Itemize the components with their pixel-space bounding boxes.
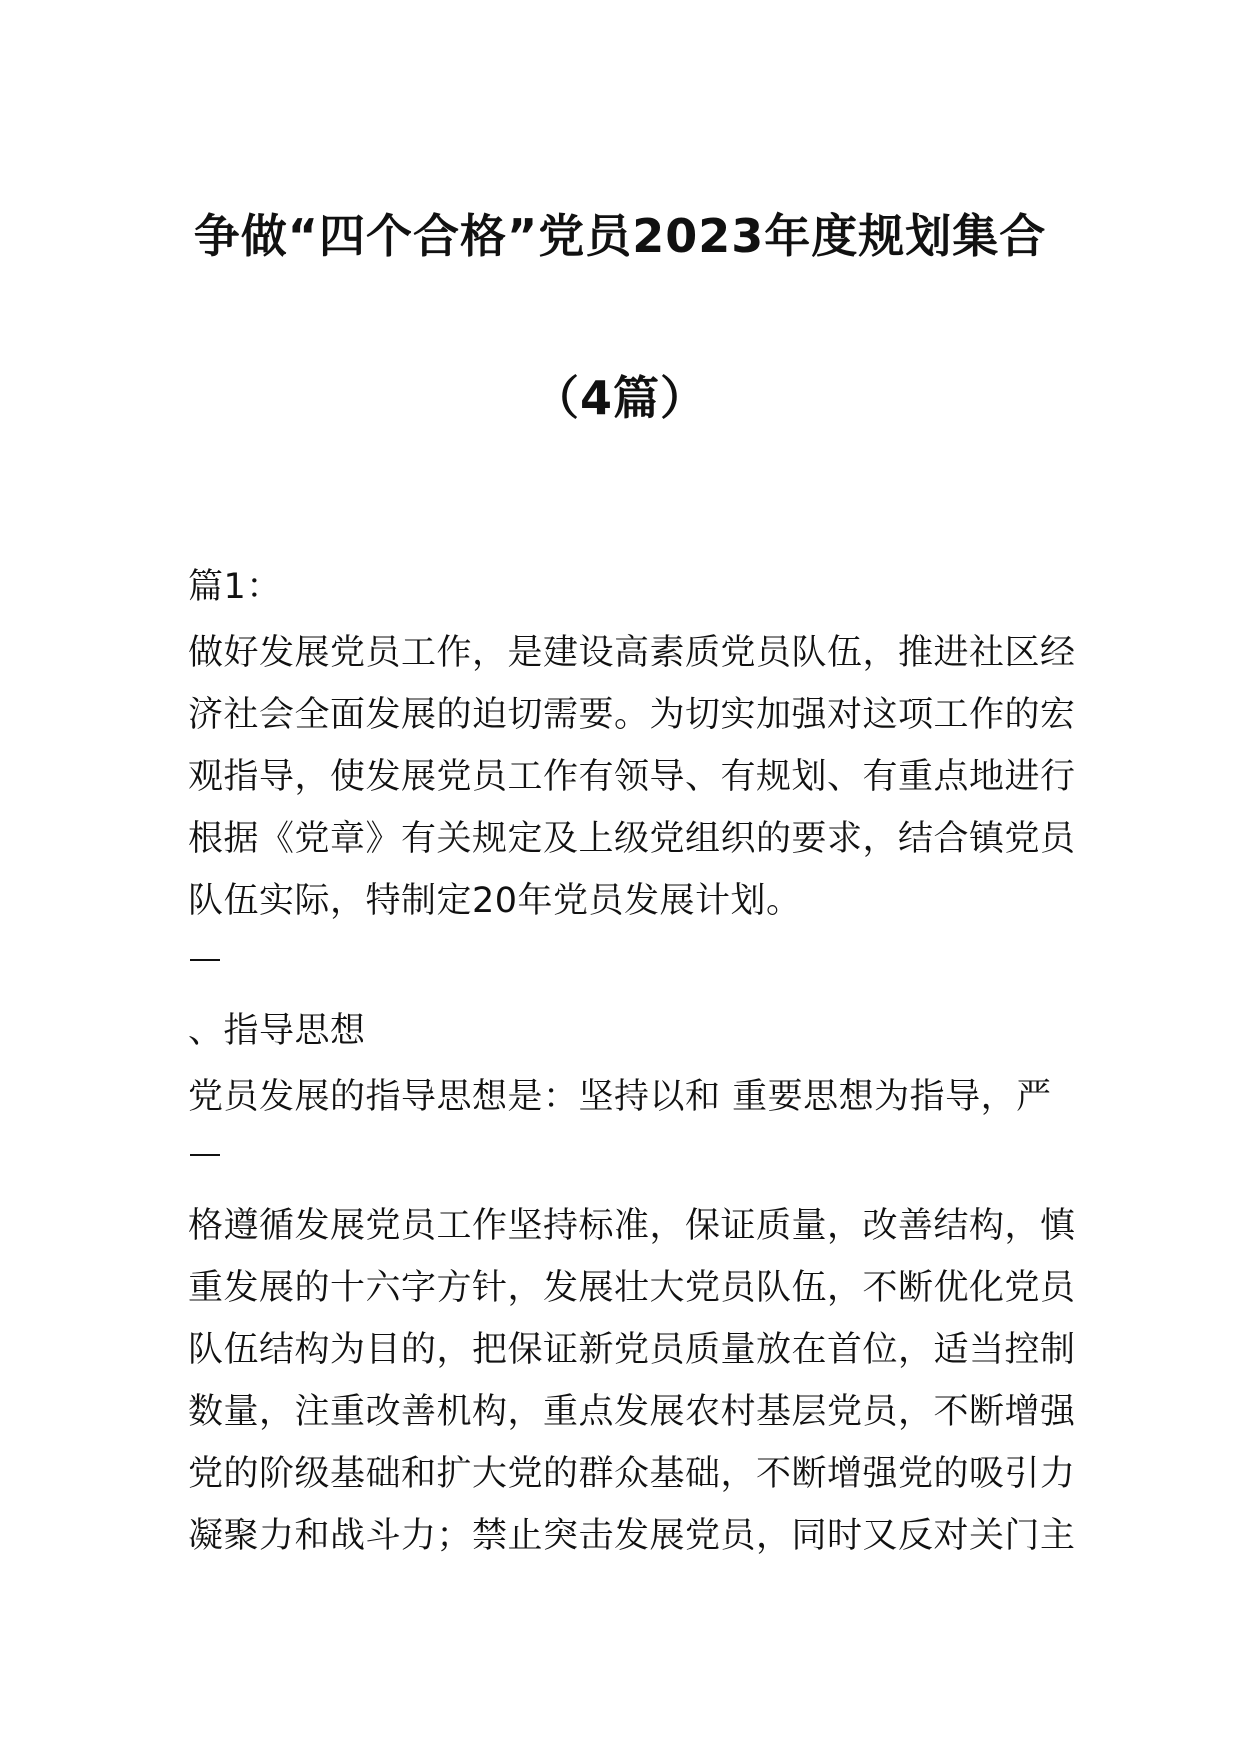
paragraph-line: 队伍实际，特制定20年党员发展计划。 [188, 881, 802, 921]
paragraph-line: 数量，注重改善机构，重点发展农村基层党员，不断增强 [188, 1392, 1076, 1432]
paragraph-line: 做好发展党员工作，是建设高素质党员队伍，推进社区经 [188, 633, 1076, 673]
paragraph-line: 凝聚力和战斗力；禁止突击发展党员，同时又反对关门主 [188, 1516, 1076, 1556]
paragraph-line: 格遵循发展党员工作坚持标准，保证质量，改善结构，慎 [188, 1206, 1076, 1246]
section-heading: 、指导思想 [188, 1011, 366, 1051]
paragraph-line: 党的阶级基础和扩大党的群众基础，不断增强党的吸引力 [188, 1454, 1076, 1494]
paragraph-line: 队伍结构为目的，把保证新党员质量放在首位，适当控制 [188, 1330, 1076, 1370]
section-label: 篇1： [188, 567, 282, 607]
paragraph-line: 观指导，使发展党员工作有领导、有规划、有重点地进行 [188, 757, 1076, 797]
document-subtitle: （4篇） [532, 371, 707, 425]
paragraph-line: 重发展的十六字方针，发展壮大党员队伍，不断优化党员 [188, 1268, 1076, 1308]
dash-divider [190, 1154, 220, 1156]
document-title: 争做“四个合格”党员2023年度规划集合 [193, 209, 1047, 263]
paragraph-line: 根据《党章》有关规定及上级党组织的要求，结合镇党员 [188, 819, 1076, 859]
paragraph-line: 党员发展的指导思想是：坚持以和 重要思想为指导，严 [188, 1077, 1052, 1117]
dash-divider [190, 959, 220, 961]
paragraph-line: 济社会全面发展的迫切需要。为切实加强对这项工作的宏 [188, 695, 1076, 735]
